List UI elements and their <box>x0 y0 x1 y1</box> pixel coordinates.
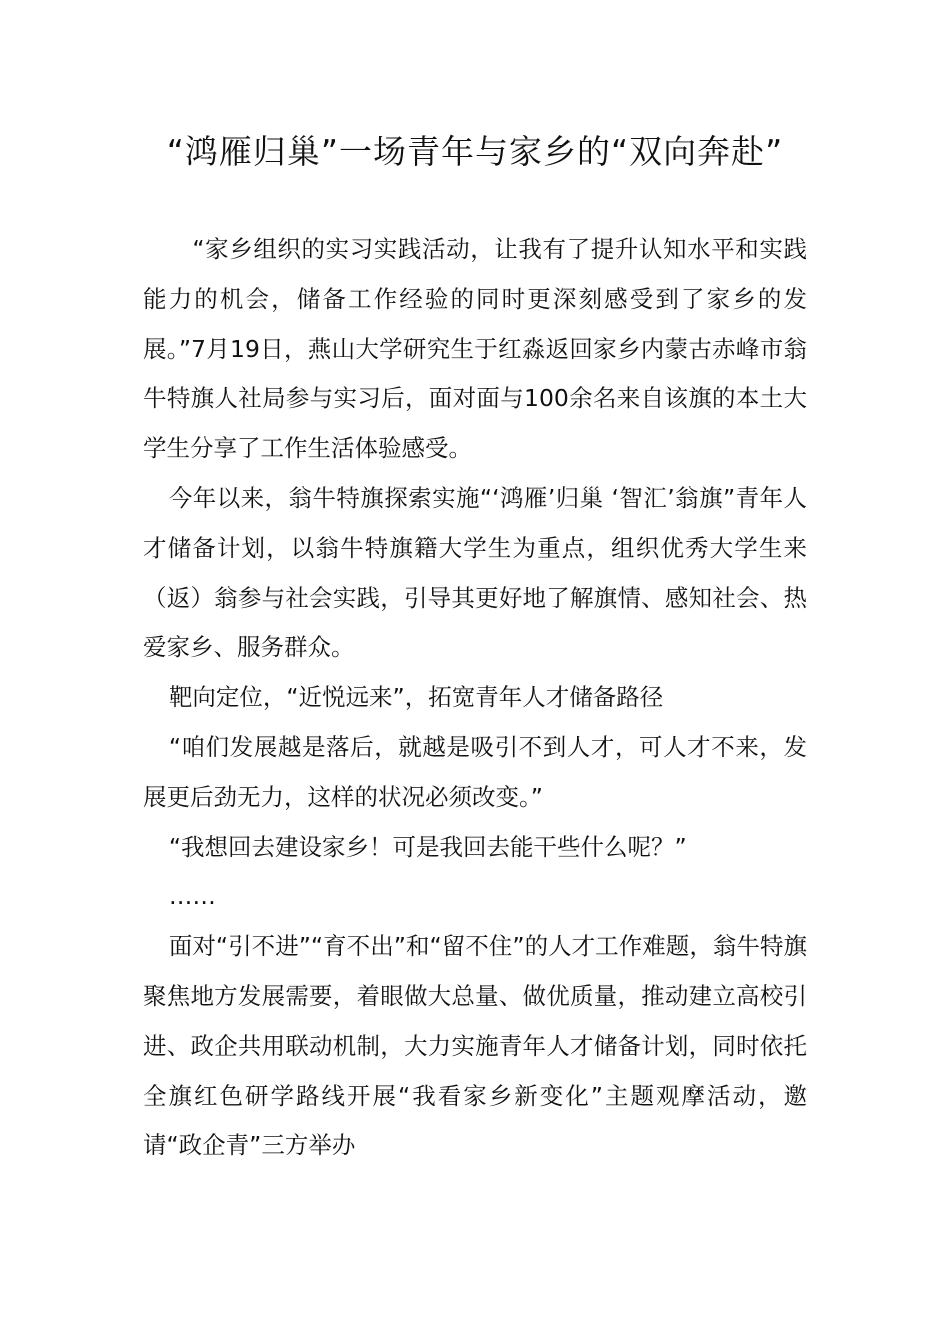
article-title: “鸿雁归巢”一场青年与家乡的“双向奔赴” <box>166 132 784 171</box>
paragraph-quote-return: “我想回去建设家乡！可是我回去能干些什么呢？” <box>168 832 687 861</box>
paragraph-ellipsis: …… <box>168 882 216 911</box>
paragraph-quote-development: “咱们发展越是落后，就越是吸引不到人才，可人才不来，发展更后劲无力，这样的状况必须改变。” <box>143 732 807 811</box>
paragraph-talent-challenge: 面对“引不进”“育不出”和“留不住”的人才工作难题，翁牛特旗聚焦地方发展需要，着眼做大总量、做优质量，推动建立高校引进、政企共用联动机制，大力实施青年人才储备计划，同时依托全旗红色研学路线开展“我看家乡新变化”主题观摩活动，邀请“政企青”三方举办 <box>143 932 807 1160</box>
paragraph-intro-quote: “家乡组织的实习实践活动，让我有了提升认知水平和实践能力的机会，储备工作经验的同时更深刻感受到了家乡的发展。”7月19日，燕山大学研究生于红淼返回家乡内蒙古赤峰市翁牛特旗人社局参与实习后，面对面与100余名来自该旗的本土大学生分享了工作生活体验感受。 <box>143 235 807 463</box>
article-body <box>143 225 807 1171</box>
paragraph-program-overview: 今年以来，翁牛特旗探索实施“‘鸿雁’归巢 ‘智汇’翁旗”青年人才储备计划，以翁牛特旗籍大学生为重点，组织优秀大学生来（返）翁参与社会实践，引导其更好地了解旗情、感知社会、热爱家乡、服务群众。 <box>143 483 807 662</box>
section-heading: 靶向定位，“近悦远来”，拓宽青年人才储备路径 <box>168 683 664 712</box>
